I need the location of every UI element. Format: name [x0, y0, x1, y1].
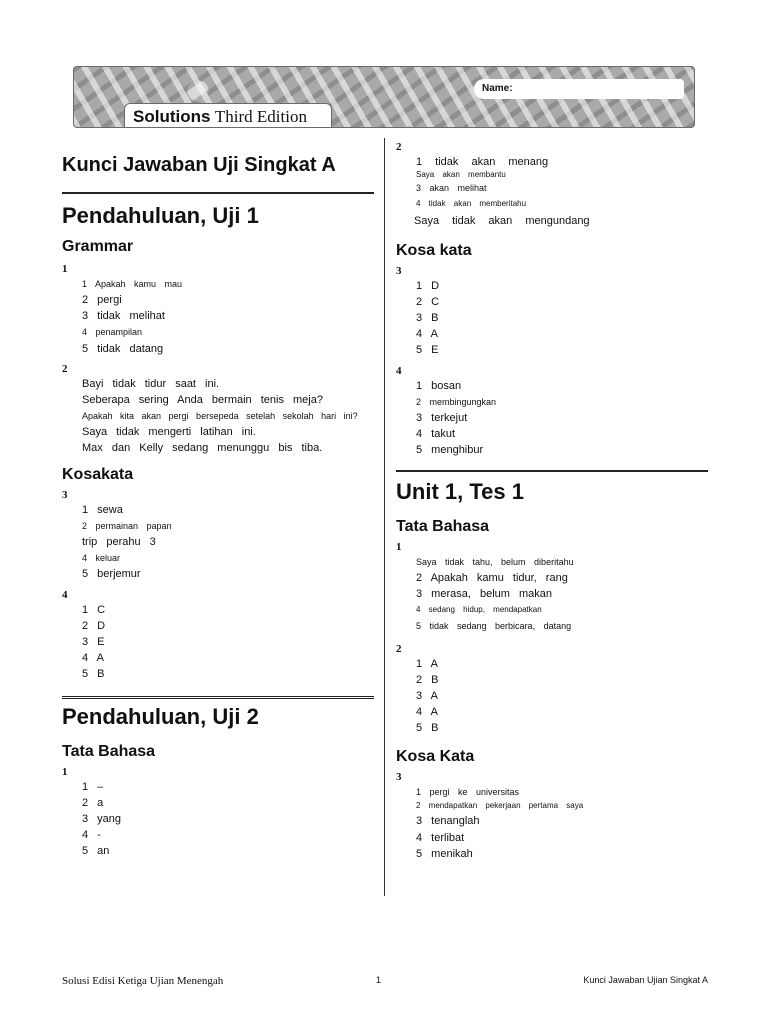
list-item: 3 A — [416, 690, 438, 702]
answer-list — [396, 554, 708, 634]
list-item: 5 E — [416, 344, 439, 356]
list-item: 4 takut — [416, 428, 456, 440]
subsection-kosakata: Kosakata — [62, 466, 134, 483]
question-number: 2 — [396, 643, 402, 655]
list-item: 3 akan melihat — [416, 183, 487, 193]
question-number: 3 — [396, 265, 402, 277]
list-item: Saya tidak akan mengundang — [414, 215, 590, 227]
list-item: 1 bosan — [416, 380, 462, 392]
brand-rest: Third Edition — [214, 107, 307, 126]
header-banner — [73, 66, 695, 128]
list-item: 3 yang — [82, 813, 122, 825]
footer-left: Solusi Edisi Ketiga Ujian Menengah — [62, 975, 224, 987]
question-number: 3 — [396, 771, 402, 783]
list-item: Max dan Kelly sedang menunggu bis tiba. — [82, 442, 323, 454]
list-item: 3 terkejut — [416, 412, 468, 424]
answer-list — [396, 656, 708, 736]
page-number: 1 — [376, 975, 382, 985]
list-item: 3 merasa, belum makan — [416, 588, 552, 600]
list-item: 4 A — [416, 706, 438, 718]
answer-list — [396, 278, 708, 358]
list-item: 5 B — [416, 722, 439, 734]
question-number: 3 — [62, 489, 68, 501]
answer-list — [62, 376, 374, 456]
list-item: Seberapa sering Anda bermain tenis meja? — [82, 394, 323, 406]
section-title-pendahuluan-2: Pendahuluan, Uji 2 — [62, 704, 259, 729]
list-item: Bayi tidak tidur saat ini. — [82, 378, 220, 390]
question-number: 1 — [396, 541, 402, 553]
answer-list — [396, 378, 708, 458]
list-item: 5 B — [82, 668, 105, 680]
list-item: 1 Apakah kamu mau — [82, 279, 183, 289]
list-item: 1 C — [82, 604, 106, 616]
right-column — [396, 140, 708, 862]
list-item: 1 A — [416, 658, 438, 670]
list-item: 1 pergi ke universitas — [416, 787, 520, 797]
subsection-grammar: Grammar — [62, 238, 134, 255]
list-item: 5 an — [82, 845, 110, 857]
answer-list — [62, 779, 374, 859]
list-item: 5 tidak datang — [82, 343, 164, 355]
list-item: 4 penampilan — [82, 327, 143, 337]
question-number: 1 — [62, 766, 68, 778]
list-item: 2 permainan papan — [82, 521, 172, 531]
answer-list — [62, 602, 374, 682]
subsection-tata-bahasa: Tata Bahasa — [62, 743, 156, 760]
name-label: Name: — [482, 83, 513, 94]
list-item: 5 menghibur — [416, 444, 484, 456]
list-item: 2 C — [416, 296, 440, 308]
section-title-pendahuluan-1: Pendahuluan, Uji 1 — [62, 203, 259, 228]
question-number: 4 — [396, 365, 402, 377]
question-number: 1 — [62, 263, 68, 275]
list-item: 5 berjemur — [82, 568, 141, 580]
list-item: 1 – — [82, 781, 104, 793]
list-item: 1 D — [416, 280, 440, 292]
answer-list — [62, 276, 374, 358]
name-field[interactable] — [474, 79, 684, 99]
question-number: 4 — [62, 589, 68, 601]
list-item: 4 sedang hidup, mendapatkan — [416, 605, 542, 614]
answer-list — [62, 502, 374, 582]
footer-right: Kunci Jawaban Ujian Singkat A — [583, 975, 708, 985]
list-item: 3 tenanglah — [416, 815, 480, 827]
list-item: 2 D — [82, 620, 106, 632]
answer-list — [396, 154, 708, 230]
list-item: Saya tidak tahu, belum diberitahu — [416, 557, 574, 567]
list-item: 2 membingungkan — [416, 397, 497, 407]
list-item: 4 tidak akan memberitahu — [416, 199, 527, 208]
list-item: 1 sewa — [82, 504, 123, 516]
column-divider — [384, 138, 385, 896]
answer-list — [396, 784, 708, 862]
section-title-unit-1: Unit 1, Tes 1 — [396, 479, 524, 504]
list-item: Apakah kita akan pergi bersepeda setelah sekolah hari ini? — [82, 411, 358, 421]
brand-bold: Solutions — [133, 107, 211, 126]
subsection-kosa-kata: Kosa kata — [396, 242, 472, 259]
list-item: 5 tidak sedang berbicara, datang — [416, 621, 572, 631]
list-item: Saya tidak mengerti latihan ini. — [82, 426, 256, 438]
list-item: Saya akan membantu — [416, 170, 506, 179]
subsection-tata-bahasa: Tata Bahasa — [396, 518, 490, 535]
list-item: 2 a — [82, 797, 104, 809]
page-title: Kunci Jawaban Uji Singkat A — [62, 154, 336, 176]
question-number: 2 — [62, 363, 68, 375]
list-item: 3 tidak melihat — [82, 310, 165, 322]
left-column — [62, 140, 374, 859]
list-item: 5 menikah — [416, 848, 473, 860]
list-item: 4 - — [82, 829, 101, 841]
list-item: 2 mendapatkan pekerjaan pertama saya — [416, 801, 584, 810]
list-item: 3 E — [82, 636, 105, 648]
list-item: 2 pergi — [82, 294, 122, 306]
brand-logo — [124, 103, 332, 128]
subsection-kosa-kata-unit: Kosa Kata — [396, 748, 475, 765]
list-item: trip perahu 3 — [82, 536, 156, 548]
list-item: 4 terlibat — [416, 832, 465, 844]
question-number: 2 — [396, 141, 402, 153]
list-item: 4 A — [82, 652, 104, 664]
list-item: 4 A — [416, 328, 438, 340]
list-item: 3 B — [416, 312, 439, 324]
list-item: 2 B — [416, 674, 439, 686]
list-item: 1 tidak akan menang — [416, 156, 549, 168]
list-item: 2 Apakah kamu tidur, rang — [416, 572, 568, 584]
list-item: 4 keluar — [82, 553, 121, 563]
